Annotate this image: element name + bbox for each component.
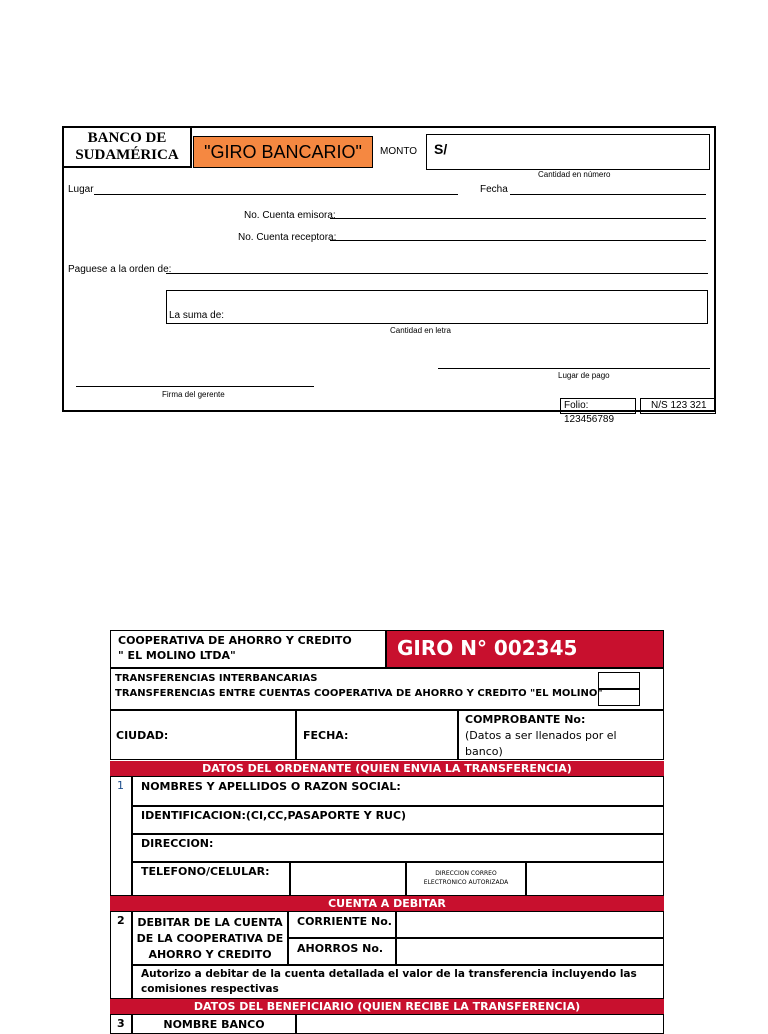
bank-name-line2: SUDAMÉRICA	[75, 147, 179, 163]
correo-value[interactable]	[526, 862, 664, 896]
fecha-label: Fecha	[480, 184, 508, 195]
coop-name-line2: " EL MOLINO LTDA"	[118, 649, 236, 662]
monto-field[interactable]	[426, 134, 710, 170]
firma-gerente-field[interactable]	[76, 386, 314, 387]
paguese-label: Paguese a la orden de:	[68, 264, 172, 275]
lugar-label: Lugar	[68, 184, 94, 195]
direccion-label: DIRECCION:	[141, 837, 214, 850]
identificacion-label: IDENTIFICACION:(CI,CC,PASAPORTE Y RUC)	[141, 809, 407, 822]
monto-label: MONTO	[380, 146, 418, 157]
nombres-field[interactable]	[132, 776, 664, 806]
ciudad-field[interactable]	[110, 710, 296, 760]
corriente-value[interactable]	[396, 911, 664, 938]
debitar-line1: DEBITAR DE LA CUENTA	[137, 916, 283, 929]
transfer-line1: TRANSFERENCIAS INTERBANCARIAS	[115, 673, 318, 684]
nombre-banco-field	[132, 1014, 296, 1034]
comprobante-label: COMPROBANTE No:	[465, 713, 586, 726]
fecha2-label: FECHA:	[303, 729, 349, 742]
suma-label: La suma de:	[169, 310, 225, 321]
ahorros-value[interactable]	[396, 938, 664, 965]
corriente-field	[288, 911, 396, 938]
section-beneficiario: DATOS DEL BENEFICIARIO (QUIEN RECIBE LA TRANSFERENCIA)	[110, 999, 664, 1014]
ahorros-field	[288, 938, 396, 965]
cantidad-numero-caption: Cantidad en número	[538, 170, 611, 179]
bank-name	[64, 128, 192, 168]
identificacion-field[interactable]	[132, 806, 664, 834]
ahorros-label: AHORROS No.	[297, 942, 384, 955]
lugar-pago-caption: Lugar de pago	[558, 371, 610, 380]
giro-el-molino-form	[110, 630, 664, 1031]
cuenta-receptora-label: No. Cuenta receptora:	[238, 232, 337, 243]
firma-gerente-caption: Firma del gerente	[162, 390, 225, 399]
correo-line2: ELECTRONICO AUTORIZADA	[423, 879, 509, 886]
cuenta-receptora-field[interactable]	[330, 240, 706, 241]
section-cuenta-debitar: CUENTA A DEBITAR	[110, 896, 664, 911]
nombres-label: NOMBRES Y APELLIDOS O RAZON SOCIAL:	[141, 780, 401, 793]
coop-name-line1: COOPERATIVA DE AHORRO Y CREDITO	[118, 634, 352, 647]
telefono-value[interactable]	[290, 862, 406, 896]
cuenta-emisora-label: No. Cuenta emisora:	[244, 210, 336, 221]
telefono-label: TELEFONO/CELULAR:	[141, 865, 270, 878]
folio-box: Folio: 123456789	[560, 398, 636, 414]
autorizo-line1: Autorizo a debitar de la cuenta detallada el valor de la transferencia incluyendo las	[141, 968, 637, 980]
section-ordenante: DATOS DEL ORDENANTE (QUIEN ENVIA LA TRANSFERENCIA)	[110, 761, 664, 776]
monto-currency: S/	[434, 141, 448, 157]
lugar-field[interactable]	[94, 194, 458, 195]
corriente-label: CORRIENTE No.	[297, 915, 392, 928]
fecha-field[interactable]	[510, 194, 706, 195]
row-number-3: 3	[110, 1014, 132, 1034]
comprobante-note1: (Datos a ser llenados por el	[465, 729, 617, 742]
fecha-field[interactable]	[296, 710, 458, 760]
telefono-field[interactable]	[132, 862, 290, 896]
checkbox-entre-cuentas[interactable]	[598, 688, 640, 706]
cantidad-letra-caption: Cantidad en letra	[390, 326, 451, 335]
giro-bancario-title: "GIRO BANCARIO"	[193, 136, 373, 168]
ciudad-label: CIUDAD:	[116, 729, 169, 742]
transfer-type	[110, 668, 664, 710]
debitar-line3: AHORRO Y CREDITO	[148, 948, 272, 961]
debitar-cuenta	[132, 911, 288, 965]
autorizo-line2: comisiones respectivas	[141, 983, 279, 995]
lugar-pago-field[interactable]	[438, 368, 710, 369]
coop-name	[110, 630, 386, 668]
giro-bancario-form	[62, 126, 716, 425]
transfer-line2: TRANSFERENCIAS ENTRE CUENTAS COOPERATIVA DE AHORRO Y CREDITO "EL MOLINO"	[115, 688, 603, 699]
nombre-banco-value[interactable]	[296, 1014, 664, 1034]
autorizo-text	[132, 965, 664, 999]
bank-name-line1: BANCO DE	[87, 130, 167, 146]
direccion-field[interactable]	[132, 834, 664, 862]
correo-label-cell	[406, 862, 526, 896]
nombre-banco-label: NOMBRE BANCO	[163, 1018, 265, 1031]
cuenta-emisora-field[interactable]	[330, 218, 706, 219]
correo-line1: DIRECCION CORREO	[435, 870, 497, 877]
giro-number: GIRO N° 002345	[386, 630, 664, 668]
suma-field[interactable]	[166, 290, 708, 324]
row-number-1: 1	[110, 776, 132, 896]
comprobante-field	[458, 710, 664, 760]
nis-box: N/S 123 321	[640, 398, 716, 414]
debitar-line2: DE LA COOPERATIVA DE	[136, 932, 284, 945]
row-number-2: 2	[110, 911, 132, 999]
comprobante-note2: banco)	[465, 745, 503, 758]
paguese-field[interactable]	[166, 273, 708, 274]
